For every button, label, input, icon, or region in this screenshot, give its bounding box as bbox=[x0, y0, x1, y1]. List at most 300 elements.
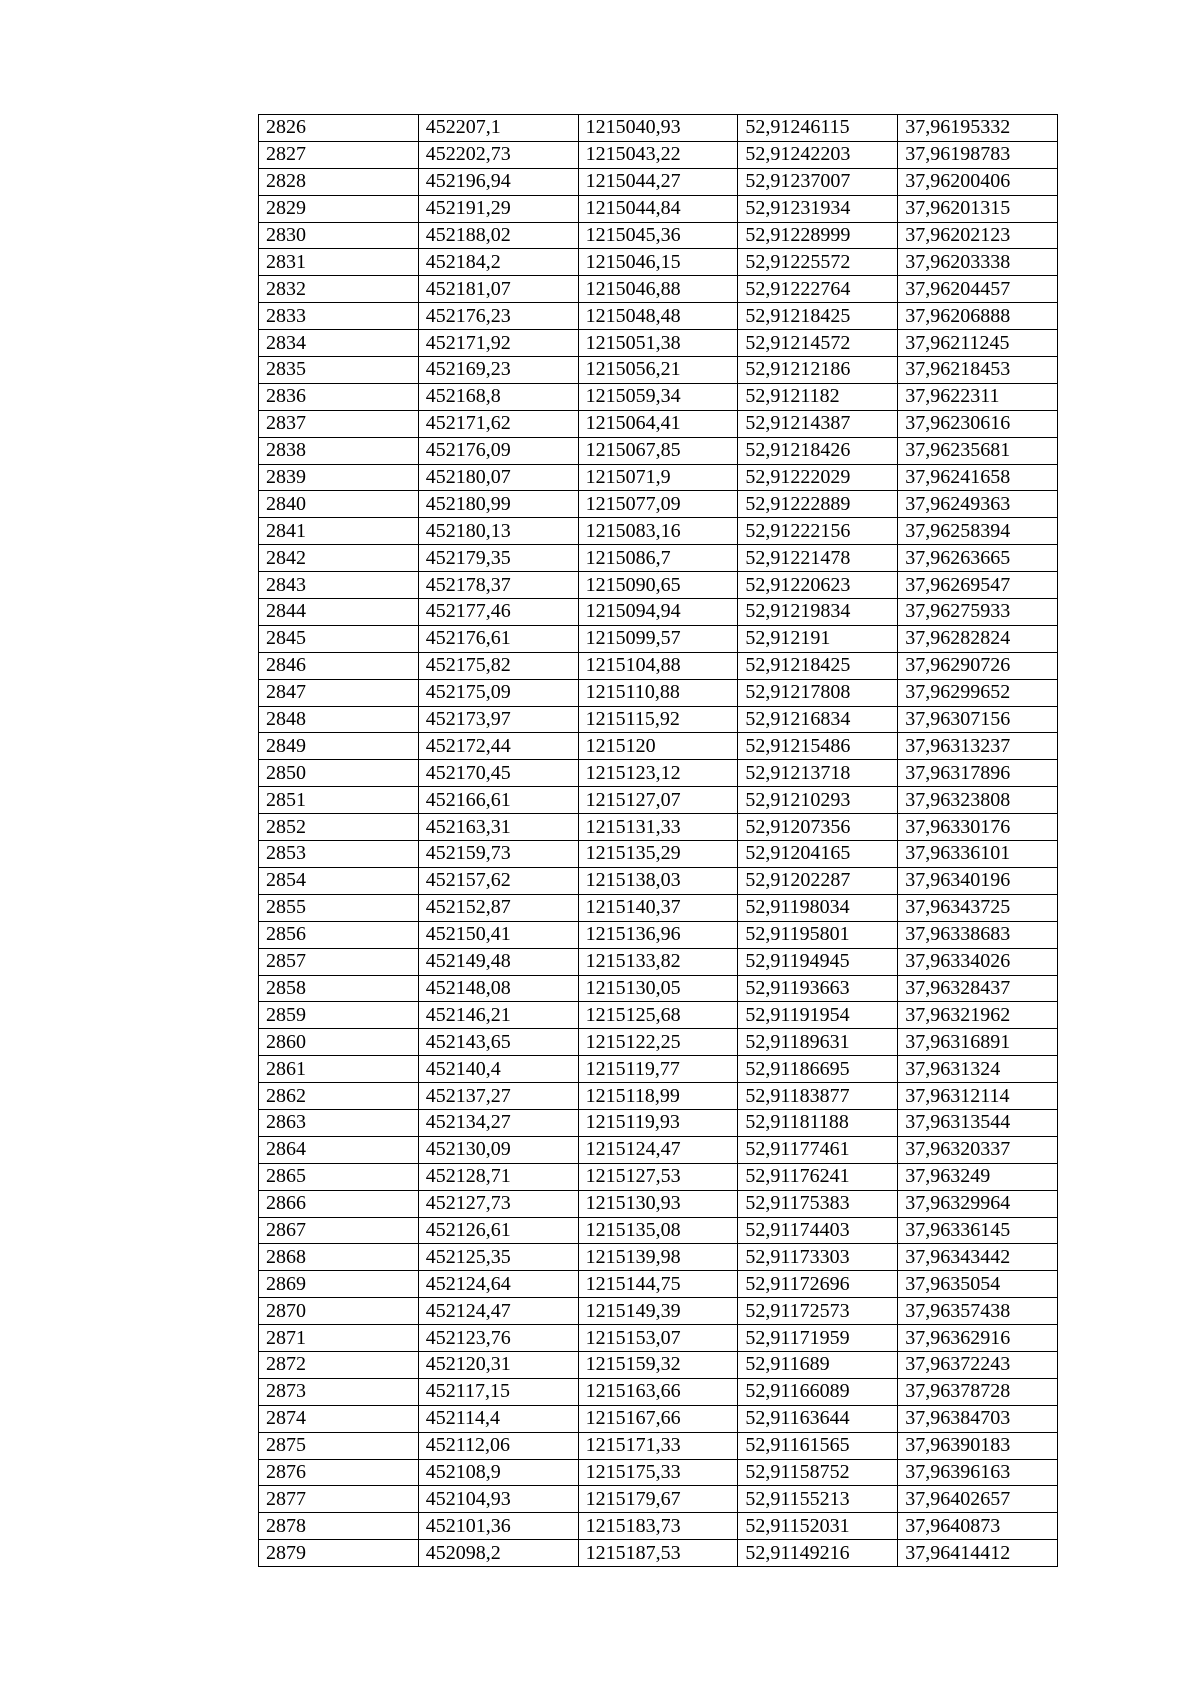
y-coordinate-cell: 1215175,33 bbox=[578, 1459, 738, 1486]
y-coordinate-cell: 1215153,07 bbox=[578, 1325, 738, 1352]
point-number-cell: 2868 bbox=[259, 1244, 419, 1271]
y-coordinate-cell: 1215167,66 bbox=[578, 1405, 738, 1432]
latitude-cell: 52,91175383 bbox=[738, 1190, 898, 1217]
point-number-cell: 2829 bbox=[259, 195, 419, 222]
table-row bbox=[259, 1513, 1058, 1540]
x-coordinate-cell: 452171,92 bbox=[418, 330, 578, 357]
latitude-cell: 52,91194945 bbox=[738, 948, 898, 975]
longitude-cell: 37,96312114 bbox=[898, 1083, 1058, 1110]
longitude-cell: 37,96336145 bbox=[898, 1217, 1058, 1244]
table-row bbox=[259, 1378, 1058, 1405]
latitude-cell: 52,91171959 bbox=[738, 1325, 898, 1352]
table-row bbox=[259, 1083, 1058, 1110]
y-coordinate-cell: 1215120 bbox=[578, 733, 738, 760]
x-coordinate-cell: 452177,46 bbox=[418, 599, 578, 626]
point-number-cell: 2827 bbox=[259, 141, 419, 168]
table-row bbox=[259, 249, 1058, 276]
point-number-cell: 2840 bbox=[259, 491, 419, 518]
x-coordinate-cell: 452112,06 bbox=[418, 1432, 578, 1459]
y-coordinate-cell: 1215045,36 bbox=[578, 222, 738, 249]
point-number-cell: 2844 bbox=[259, 599, 419, 626]
point-number-cell: 2866 bbox=[259, 1190, 419, 1217]
table-row bbox=[259, 1351, 1058, 1378]
latitude-cell: 52,91231934 bbox=[738, 195, 898, 222]
y-coordinate-cell: 1215127,07 bbox=[578, 787, 738, 814]
point-number-cell: 2860 bbox=[259, 1029, 419, 1056]
longitude-cell: 37,96316891 bbox=[898, 1029, 1058, 1056]
longitude-cell: 37,96290726 bbox=[898, 652, 1058, 679]
latitude-cell: 52,91158752 bbox=[738, 1459, 898, 1486]
point-number-cell: 2826 bbox=[259, 115, 419, 142]
latitude-cell: 52,91222156 bbox=[738, 518, 898, 545]
table-row bbox=[259, 222, 1058, 249]
longitude-cell: 37,96329964 bbox=[898, 1190, 1058, 1217]
latitude-cell: 52,91161565 bbox=[738, 1432, 898, 1459]
y-coordinate-cell: 1215127,53 bbox=[578, 1163, 738, 1190]
x-coordinate-cell: 452148,08 bbox=[418, 975, 578, 1002]
latitude-cell: 52,91220623 bbox=[738, 572, 898, 599]
table-row bbox=[259, 652, 1058, 679]
y-coordinate-cell: 1215119,77 bbox=[578, 1056, 738, 1083]
latitude-cell: 52,91195801 bbox=[738, 921, 898, 948]
latitude-cell: 52,91198034 bbox=[738, 894, 898, 921]
latitude-cell: 52,91242203 bbox=[738, 141, 898, 168]
table-row bbox=[259, 383, 1058, 410]
x-coordinate-cell: 452184,2 bbox=[418, 249, 578, 276]
y-coordinate-cell: 1215171,33 bbox=[578, 1432, 738, 1459]
longitude-cell: 37,9631324 bbox=[898, 1056, 1058, 1083]
x-coordinate-cell: 452134,27 bbox=[418, 1109, 578, 1136]
x-coordinate-cell: 452169,23 bbox=[418, 357, 578, 384]
latitude-cell: 52,91155213 bbox=[738, 1486, 898, 1513]
latitude-cell: 52,91183877 bbox=[738, 1083, 898, 1110]
longitude-cell: 37,96211245 bbox=[898, 330, 1058, 357]
y-coordinate-cell: 1215067,85 bbox=[578, 437, 738, 464]
table-row bbox=[259, 1244, 1058, 1271]
x-coordinate-cell: 452180,07 bbox=[418, 464, 578, 491]
point-number-cell: 2872 bbox=[259, 1351, 419, 1378]
point-number-cell: 2845 bbox=[259, 625, 419, 652]
x-coordinate-cell: 452137,27 bbox=[418, 1083, 578, 1110]
table-row bbox=[259, 975, 1058, 1002]
y-coordinate-cell: 1215048,48 bbox=[578, 303, 738, 330]
point-number-cell: 2828 bbox=[259, 168, 419, 195]
point-number-cell: 2877 bbox=[259, 1486, 419, 1513]
y-coordinate-cell: 1215131,33 bbox=[578, 814, 738, 841]
table-row bbox=[259, 679, 1058, 706]
point-number-cell: 2867 bbox=[259, 1217, 419, 1244]
x-coordinate-cell: 452117,15 bbox=[418, 1378, 578, 1405]
point-number-cell: 2852 bbox=[259, 814, 419, 841]
y-coordinate-cell: 1215115,92 bbox=[578, 706, 738, 733]
x-coordinate-cell: 452196,94 bbox=[418, 168, 578, 195]
x-coordinate-cell: 452166,61 bbox=[418, 787, 578, 814]
latitude-cell: 52,912191 bbox=[738, 625, 898, 652]
longitude-cell: 37,96200406 bbox=[898, 168, 1058, 195]
y-coordinate-cell: 1215046,15 bbox=[578, 249, 738, 276]
table-row bbox=[259, 921, 1058, 948]
y-coordinate-cell: 1215140,37 bbox=[578, 894, 738, 921]
x-coordinate-cell: 452171,62 bbox=[418, 410, 578, 437]
longitude-cell: 37,96340196 bbox=[898, 867, 1058, 894]
table-row bbox=[259, 168, 1058, 195]
longitude-cell: 37,96378728 bbox=[898, 1378, 1058, 1405]
table-row bbox=[259, 706, 1058, 733]
longitude-cell: 37,96218453 bbox=[898, 357, 1058, 384]
x-coordinate-cell: 452188,02 bbox=[418, 222, 578, 249]
table-row bbox=[259, 1540, 1058, 1567]
latitude-cell: 52,91246115 bbox=[738, 115, 898, 142]
y-coordinate-cell: 1215179,67 bbox=[578, 1486, 738, 1513]
table-row bbox=[259, 1190, 1058, 1217]
longitude-cell: 37,96321962 bbox=[898, 1002, 1058, 1029]
x-coordinate-cell: 452168,8 bbox=[418, 383, 578, 410]
point-number-cell: 2838 bbox=[259, 437, 419, 464]
y-coordinate-cell: 1215138,03 bbox=[578, 867, 738, 894]
y-coordinate-cell: 1215149,39 bbox=[578, 1298, 738, 1325]
point-number-cell: 2837 bbox=[259, 410, 419, 437]
longitude-cell: 37,96195332 bbox=[898, 115, 1058, 142]
longitude-cell: 37,96390183 bbox=[898, 1432, 1058, 1459]
y-coordinate-cell: 1215139,98 bbox=[578, 1244, 738, 1271]
latitude-cell: 52,91163644 bbox=[738, 1405, 898, 1432]
table-row bbox=[259, 787, 1058, 814]
y-coordinate-cell: 1215123,12 bbox=[578, 760, 738, 787]
point-number-cell: 2842 bbox=[259, 545, 419, 572]
longitude-cell: 37,96282824 bbox=[898, 625, 1058, 652]
latitude-cell: 52,91177461 bbox=[738, 1136, 898, 1163]
latitude-cell: 52,91219834 bbox=[738, 599, 898, 626]
point-number-cell: 2873 bbox=[259, 1378, 419, 1405]
longitude-cell: 37,96336101 bbox=[898, 841, 1058, 868]
point-number-cell: 2875 bbox=[259, 1432, 419, 1459]
table-row bbox=[259, 1325, 1058, 1352]
longitude-cell: 37,96338683 bbox=[898, 921, 1058, 948]
longitude-cell: 37,96201315 bbox=[898, 195, 1058, 222]
x-coordinate-cell: 452170,45 bbox=[418, 760, 578, 787]
table-row bbox=[259, 1163, 1058, 1190]
y-coordinate-cell: 1215135,29 bbox=[578, 841, 738, 868]
point-number-cell: 2851 bbox=[259, 787, 419, 814]
longitude-cell: 37,96330176 bbox=[898, 814, 1058, 841]
x-coordinate-cell: 452157,62 bbox=[418, 867, 578, 894]
longitude-cell: 37,96198783 bbox=[898, 141, 1058, 168]
y-coordinate-cell: 1215130,05 bbox=[578, 975, 738, 1002]
y-coordinate-cell: 1215083,16 bbox=[578, 518, 738, 545]
longitude-cell: 37,96414412 bbox=[898, 1540, 1058, 1567]
point-number-cell: 2855 bbox=[259, 894, 419, 921]
y-coordinate-cell: 1215044,27 bbox=[578, 168, 738, 195]
longitude-cell: 37,96357438 bbox=[898, 1298, 1058, 1325]
y-coordinate-cell: 1215144,75 bbox=[578, 1271, 738, 1298]
latitude-cell: 52,91222889 bbox=[738, 491, 898, 518]
latitude-cell: 52,91149216 bbox=[738, 1540, 898, 1567]
longitude-cell: 37,96269547 bbox=[898, 572, 1058, 599]
x-coordinate-cell: 452176,09 bbox=[418, 437, 578, 464]
point-number-cell: 2856 bbox=[259, 921, 419, 948]
x-coordinate-cell: 452163,31 bbox=[418, 814, 578, 841]
longitude-cell: 37,96320337 bbox=[898, 1136, 1058, 1163]
table-row bbox=[259, 625, 1058, 652]
latitude-cell: 52,91204165 bbox=[738, 841, 898, 868]
table-row bbox=[259, 599, 1058, 626]
latitude-cell: 52,91207356 bbox=[738, 814, 898, 841]
longitude-cell: 37,96258394 bbox=[898, 518, 1058, 545]
y-coordinate-cell: 1215064,41 bbox=[578, 410, 738, 437]
x-coordinate-cell: 452149,48 bbox=[418, 948, 578, 975]
latitude-cell: 52,91214572 bbox=[738, 330, 898, 357]
latitude-cell: 52,91218425 bbox=[738, 652, 898, 679]
point-number-cell: 2854 bbox=[259, 867, 419, 894]
latitude-cell: 52,91212186 bbox=[738, 357, 898, 384]
y-coordinate-cell: 1215125,68 bbox=[578, 1002, 738, 1029]
longitude-cell: 37,96249363 bbox=[898, 491, 1058, 518]
y-coordinate-cell: 1215133,82 bbox=[578, 948, 738, 975]
table-row bbox=[259, 572, 1058, 599]
point-number-cell: 2874 bbox=[259, 1405, 419, 1432]
longitude-cell: 37,96396163 bbox=[898, 1459, 1058, 1486]
latitude-cell: 52,91222029 bbox=[738, 464, 898, 491]
table-row bbox=[259, 545, 1058, 572]
point-number-cell: 2859 bbox=[259, 1002, 419, 1029]
y-coordinate-cell: 1215043,22 bbox=[578, 141, 738, 168]
table-row bbox=[259, 195, 1058, 222]
longitude-cell: 37,96263665 bbox=[898, 545, 1058, 572]
x-coordinate-cell: 452114,4 bbox=[418, 1405, 578, 1432]
table-row bbox=[259, 1029, 1058, 1056]
table-row bbox=[259, 518, 1058, 545]
y-coordinate-cell: 1215136,96 bbox=[578, 921, 738, 948]
table-row bbox=[259, 841, 1058, 868]
table-row bbox=[259, 1056, 1058, 1083]
point-number-cell: 2853 bbox=[259, 841, 419, 868]
table-row bbox=[259, 464, 1058, 491]
latitude-cell: 52,91193663 bbox=[738, 975, 898, 1002]
latitude-cell: 52,91166089 bbox=[738, 1378, 898, 1405]
longitude-cell: 37,96362916 bbox=[898, 1325, 1058, 1352]
table-row bbox=[259, 760, 1058, 787]
longitude-cell: 37,96313544 bbox=[898, 1109, 1058, 1136]
point-number-cell: 2869 bbox=[259, 1271, 419, 1298]
x-coordinate-cell: 452179,35 bbox=[418, 545, 578, 572]
longitude-cell: 37,96241658 bbox=[898, 464, 1058, 491]
latitude-cell: 52,91189631 bbox=[738, 1029, 898, 1056]
point-number-cell: 2835 bbox=[259, 357, 419, 384]
longitude-cell: 37,96307156 bbox=[898, 706, 1058, 733]
x-coordinate-cell: 452176,23 bbox=[418, 303, 578, 330]
longitude-cell: 37,9640873 bbox=[898, 1513, 1058, 1540]
point-number-cell: 2848 bbox=[259, 706, 419, 733]
longitude-cell: 37,9622311 bbox=[898, 383, 1058, 410]
point-number-cell: 2858 bbox=[259, 975, 419, 1002]
table-row bbox=[259, 276, 1058, 303]
longitude-cell: 37,96317896 bbox=[898, 760, 1058, 787]
latitude-cell: 52,91210293 bbox=[738, 787, 898, 814]
x-coordinate-cell: 452120,31 bbox=[418, 1351, 578, 1378]
point-number-cell: 2876 bbox=[259, 1459, 419, 1486]
y-coordinate-cell: 1215099,57 bbox=[578, 625, 738, 652]
x-coordinate-cell: 452152,87 bbox=[418, 894, 578, 921]
point-number-cell: 2846 bbox=[259, 652, 419, 679]
latitude-cell: 52,911689 bbox=[738, 1351, 898, 1378]
table-row bbox=[259, 1217, 1058, 1244]
longitude-cell: 37,96230616 bbox=[898, 410, 1058, 437]
table-row bbox=[259, 1271, 1058, 1298]
table-row bbox=[259, 814, 1058, 841]
table-row bbox=[259, 948, 1058, 975]
latitude-cell: 52,91222764 bbox=[738, 276, 898, 303]
table-row bbox=[259, 141, 1058, 168]
longitude-cell: 37,96313237 bbox=[898, 733, 1058, 760]
x-coordinate-cell: 452207,1 bbox=[418, 115, 578, 142]
latitude-cell: 52,91174403 bbox=[738, 1217, 898, 1244]
longitude-cell: 37,96203338 bbox=[898, 249, 1058, 276]
y-coordinate-cell: 1215122,25 bbox=[578, 1029, 738, 1056]
x-coordinate-cell: 452181,07 bbox=[418, 276, 578, 303]
x-coordinate-cell: 452175,82 bbox=[418, 652, 578, 679]
longitude-cell: 37,9635054 bbox=[898, 1271, 1058, 1298]
latitude-cell: 52,91213718 bbox=[738, 760, 898, 787]
x-coordinate-cell: 452128,71 bbox=[418, 1163, 578, 1190]
y-coordinate-cell: 1215104,88 bbox=[578, 652, 738, 679]
y-coordinate-cell: 1215044,84 bbox=[578, 195, 738, 222]
latitude-cell: 52,91191954 bbox=[738, 1002, 898, 1029]
table-row bbox=[259, 1002, 1058, 1029]
x-coordinate-cell: 452143,65 bbox=[418, 1029, 578, 1056]
latitude-cell: 52,91218426 bbox=[738, 437, 898, 464]
y-coordinate-cell: 1215135,08 bbox=[578, 1217, 738, 1244]
table-row bbox=[259, 115, 1058, 142]
point-number-cell: 2843 bbox=[259, 572, 419, 599]
x-coordinate-cell: 452176,61 bbox=[418, 625, 578, 652]
table-row bbox=[259, 1405, 1058, 1432]
table-row bbox=[259, 437, 1058, 464]
longitude-cell: 37,96206888 bbox=[898, 303, 1058, 330]
x-coordinate-cell: 452126,61 bbox=[418, 1217, 578, 1244]
y-coordinate-cell: 1215163,66 bbox=[578, 1378, 738, 1405]
x-coordinate-cell: 452202,73 bbox=[418, 141, 578, 168]
y-coordinate-cell: 1215159,32 bbox=[578, 1351, 738, 1378]
point-number-cell: 2830 bbox=[259, 222, 419, 249]
point-number-cell: 2833 bbox=[259, 303, 419, 330]
point-number-cell: 2863 bbox=[259, 1109, 419, 1136]
x-coordinate-cell: 452146,21 bbox=[418, 1002, 578, 1029]
table-row bbox=[259, 733, 1058, 760]
latitude-cell: 52,91172696 bbox=[738, 1271, 898, 1298]
y-coordinate-cell: 1215187,53 bbox=[578, 1540, 738, 1567]
latitude-cell: 52,9121182 bbox=[738, 383, 898, 410]
longitude-cell: 37,96328437 bbox=[898, 975, 1058, 1002]
point-number-cell: 2870 bbox=[259, 1298, 419, 1325]
longitude-cell: 37,96402657 bbox=[898, 1486, 1058, 1513]
longitude-cell: 37,96275933 bbox=[898, 599, 1058, 626]
y-coordinate-cell: 1215124,47 bbox=[578, 1136, 738, 1163]
x-coordinate-cell: 452140,4 bbox=[418, 1056, 578, 1083]
table-row bbox=[259, 330, 1058, 357]
longitude-cell: 37,96204457 bbox=[898, 276, 1058, 303]
x-coordinate-cell: 452124,64 bbox=[418, 1271, 578, 1298]
point-number-cell: 2841 bbox=[259, 518, 419, 545]
longitude-cell: 37,963249 bbox=[898, 1163, 1058, 1190]
point-number-cell: 2839 bbox=[259, 464, 419, 491]
x-coordinate-cell: 452175,09 bbox=[418, 679, 578, 706]
latitude-cell: 52,91181188 bbox=[738, 1109, 898, 1136]
latitude-cell: 52,91217808 bbox=[738, 679, 898, 706]
x-coordinate-cell: 452123,76 bbox=[418, 1325, 578, 1352]
longitude-cell: 37,96372243 bbox=[898, 1351, 1058, 1378]
latitude-cell: 52,91216834 bbox=[738, 706, 898, 733]
y-coordinate-cell: 1215077,09 bbox=[578, 491, 738, 518]
point-number-cell: 2831 bbox=[259, 249, 419, 276]
y-coordinate-cell: 1215118,99 bbox=[578, 1083, 738, 1110]
table-row bbox=[259, 894, 1058, 921]
table-row bbox=[259, 1432, 1058, 1459]
y-coordinate-cell: 1215086,7 bbox=[578, 545, 738, 572]
y-coordinate-cell: 1215059,34 bbox=[578, 383, 738, 410]
x-coordinate-cell: 452108,9 bbox=[418, 1459, 578, 1486]
y-coordinate-cell: 1215110,88 bbox=[578, 679, 738, 706]
y-coordinate-cell: 1215071,9 bbox=[578, 464, 738, 491]
longitude-cell: 37,96343725 bbox=[898, 894, 1058, 921]
table-row bbox=[259, 303, 1058, 330]
point-number-cell: 2834 bbox=[259, 330, 419, 357]
longitude-cell: 37,96235681 bbox=[898, 437, 1058, 464]
y-coordinate-cell: 1215183,73 bbox=[578, 1513, 738, 1540]
latitude-cell: 52,91152031 bbox=[738, 1513, 898, 1540]
x-coordinate-cell: 452159,73 bbox=[418, 841, 578, 868]
table-row bbox=[259, 867, 1058, 894]
x-coordinate-cell: 452172,44 bbox=[418, 733, 578, 760]
latitude-cell: 52,91218425 bbox=[738, 303, 898, 330]
longitude-cell: 37,96384703 bbox=[898, 1405, 1058, 1432]
y-coordinate-cell: 1215090,65 bbox=[578, 572, 738, 599]
x-coordinate-cell: 452178,37 bbox=[418, 572, 578, 599]
point-number-cell: 2865 bbox=[259, 1163, 419, 1190]
point-number-cell: 2847 bbox=[259, 679, 419, 706]
x-coordinate-cell: 452127,73 bbox=[418, 1190, 578, 1217]
latitude-cell: 52,91214387 bbox=[738, 410, 898, 437]
y-coordinate-cell: 1215040,93 bbox=[578, 115, 738, 142]
latitude-cell: 52,91237007 bbox=[738, 168, 898, 195]
x-coordinate-cell: 452098,2 bbox=[418, 1540, 578, 1567]
y-coordinate-cell: 1215130,93 bbox=[578, 1190, 738, 1217]
longitude-cell: 37,96323808 bbox=[898, 787, 1058, 814]
x-coordinate-cell: 452180,13 bbox=[418, 518, 578, 545]
y-coordinate-cell: 1215046,88 bbox=[578, 276, 738, 303]
latitude-cell: 52,91176241 bbox=[738, 1163, 898, 1190]
latitude-cell: 52,91172573 bbox=[738, 1298, 898, 1325]
longitude-cell: 37,96299652 bbox=[898, 679, 1058, 706]
x-coordinate-cell: 452150,41 bbox=[418, 921, 578, 948]
x-coordinate-cell: 452124,47 bbox=[418, 1298, 578, 1325]
latitude-cell: 52,91186695 bbox=[738, 1056, 898, 1083]
table-row bbox=[259, 1486, 1058, 1513]
point-number-cell: 2850 bbox=[259, 760, 419, 787]
x-coordinate-cell: 452104,93 bbox=[418, 1486, 578, 1513]
point-number-cell: 2836 bbox=[259, 383, 419, 410]
table-row bbox=[259, 1136, 1058, 1163]
table-row bbox=[259, 1298, 1058, 1325]
y-coordinate-cell: 1215119,93 bbox=[578, 1109, 738, 1136]
point-number-cell: 2878 bbox=[259, 1513, 419, 1540]
point-number-cell: 2862 bbox=[259, 1083, 419, 1110]
table-row bbox=[259, 1459, 1058, 1486]
latitude-cell: 52,91215486 bbox=[738, 733, 898, 760]
coordinates-table-body bbox=[259, 115, 1058, 1567]
longitude-cell: 37,96334026 bbox=[898, 948, 1058, 975]
y-coordinate-cell: 1215094,94 bbox=[578, 599, 738, 626]
point-number-cell: 2857 bbox=[259, 948, 419, 975]
